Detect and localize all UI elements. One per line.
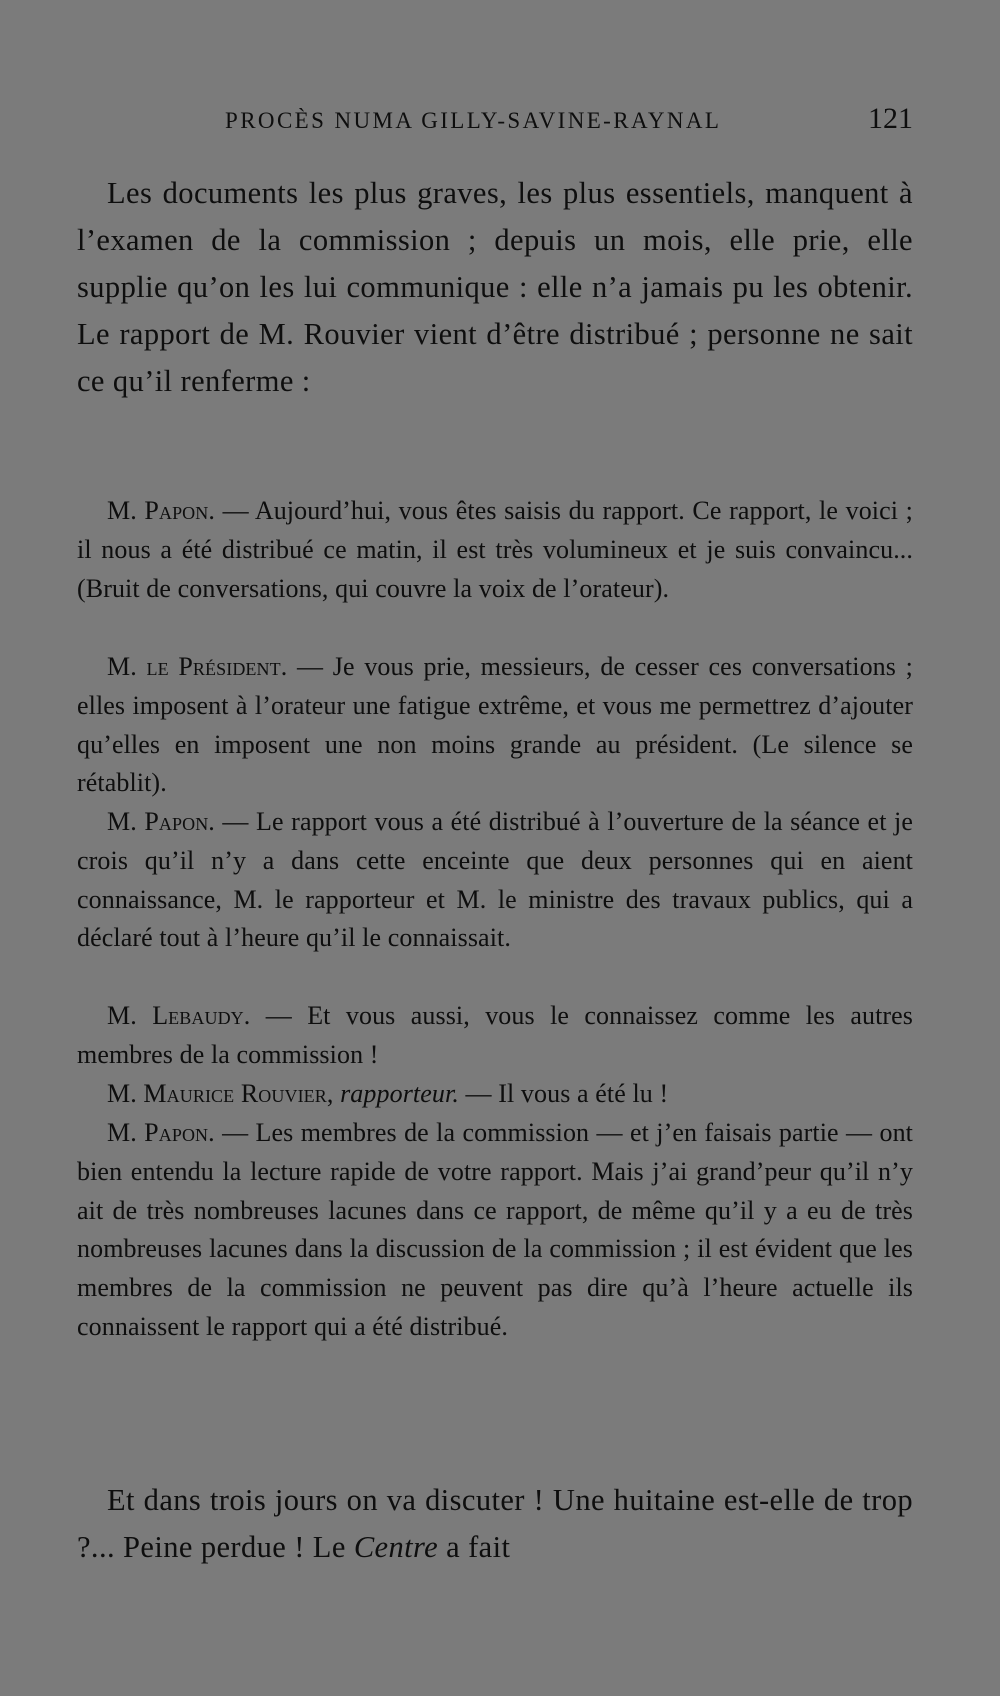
closing-text-after: a fait	[438, 1530, 511, 1564]
speech-text: — Et vous aussi, vous le connaissez comme les autres membres de la commission !	[77, 1001, 914, 1069]
speech-rouvier	[77, 1075, 913, 1114]
speaker-prefix: M.	[107, 1079, 144, 1108]
speaker-prefix: M.	[107, 1118, 145, 1147]
speaker-name: Papon.	[144, 807, 215, 836]
speech-text: — Il vous a été lu !	[458, 1079, 669, 1108]
page-header	[225, 102, 913, 144]
closing-text-before: Et dans trois jours on va discuter ! Une huitaine est-elle de trop ?... Peine perdue ! Le	[77, 1483, 913, 1564]
speech-text: — Aujourd’hui, vous êtes saisis du rapport. Ce rapport, le voici ; il nous a été distribué ce matin, il est très volumineux et je suis convaincu... (Bruit de conversations, qui couvre la voix de l’orateur).	[77, 496, 913, 603]
speech-lebaudy	[77, 997, 913, 1075]
closing-italic-word: Centre	[353, 1530, 439, 1564]
speaker-prefix: M.	[107, 1001, 153, 1030]
speaker-role: rapporteur.	[340, 1079, 459, 1108]
speaker-prefix: M.	[107, 652, 147, 681]
running-title: PROCÈS NUMA GILLY-SAVINE-RAYNAL	[225, 108, 722, 133]
speaker-name: Maurice Rouvier,	[143, 1079, 334, 1108]
speaker-name: Papon.	[144, 496, 215, 525]
speaker-name: le Président.	[146, 652, 288, 681]
speech-papon-2	[77, 803, 913, 958]
speaker-name: Lebaudy.	[152, 1001, 251, 1030]
speech-text: — Je vous prie, messieurs, de cesser ces conversations ; elles imposent à l’orateur une fatigue extrême, et vous me permettrez d’ajouter qu’elles en imposent une non moins grande au président. (Le silence se rétablit).	[77, 652, 913, 798]
speaker-name: Papon.	[144, 1118, 215, 1147]
speech-president	[77, 648, 913, 803]
page-number: 121	[868, 102, 913, 135]
speech-papon-1	[77, 492, 913, 608]
speech-text: — Le rapport vous a été distribué à l’ouverture de la séance et je crois qu’il n’y a dans cette enceinte que deux personnes qui en aient connaissance, M. le rapporteur et M. le ministre des travaux publics, qui a déclaré tout à l’heure qu’il le connaissait.	[77, 807, 913, 953]
paragraph-intro: Les documents les plus graves, les plus essentiels, manquent à l’examen de la commission ; depuis un mois, elle prie, elle supplie qu’on les lui communique : elle n’a jamais pu les obtenir. Le rapport de M. Rouvier vient d’être distribué ; personne ne sait ce qu’il renferme :	[77, 176, 913, 398]
paragraph-closing	[77, 1477, 913, 1571]
speaker-prefix: M.	[107, 807, 145, 836]
speech-papon-3	[77, 1114, 913, 1347]
speaker-prefix: M.	[107, 496, 145, 525]
speech-text: — Les membres de la commission — et j’en faisais partie — ont bien entendu la lecture rapide de votre rapport. Mais j’ai grand’peur qu’il n’y ait de très nombreuses lacunes dans ce rapport, de même qu’il y a eu de très nombreuses lacunes dans la discussion de la commission ; il est évident que les membres de la commission ne peuvent pas dire qu’à l’heure actuelle ils connaissent le rapport qui a été distribué.	[77, 1118, 913, 1341]
